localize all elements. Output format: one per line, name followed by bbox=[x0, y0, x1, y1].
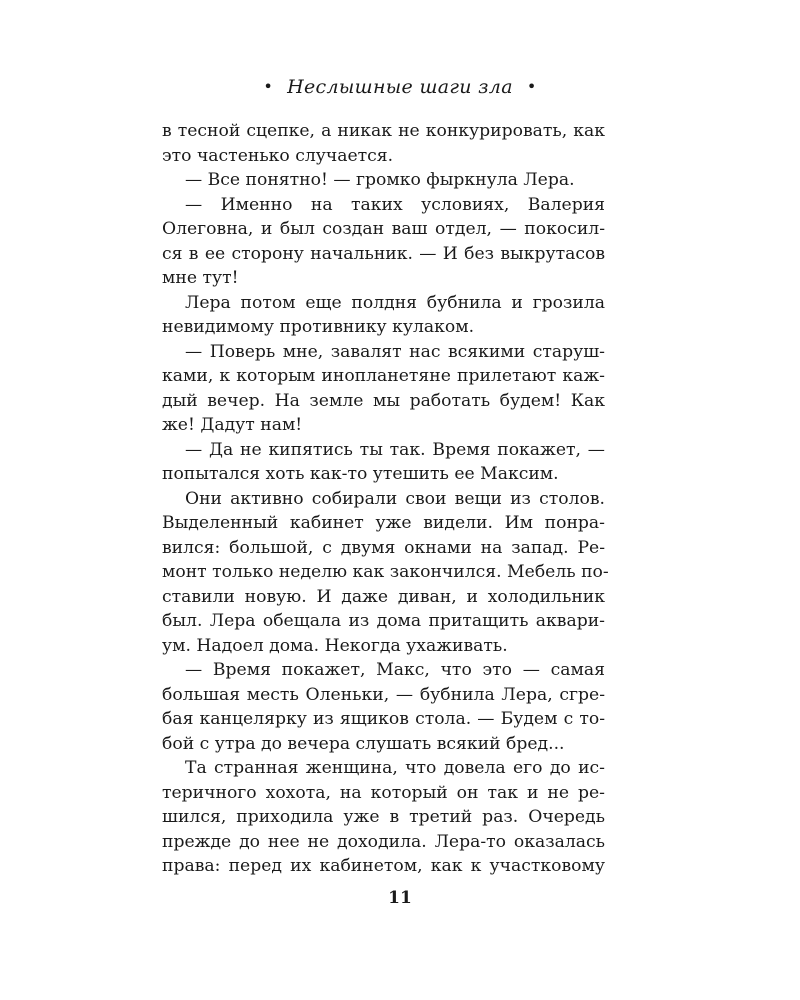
text-line: шился, приходила уже в третий раз. Очередь bbox=[162, 807, 605, 827]
text-line: дый вечер. На земле мы работать будем! Как bbox=[162, 390, 605, 411]
text-line: — Все понятно! — громко фыркнула Лера. bbox=[185, 170, 575, 190]
text-line: монт только неделю как закончился. Мебель по- bbox=[162, 562, 609, 582]
text-line: большая месть Оленьки, — бубнила Лера, сгре- bbox=[162, 684, 605, 705]
text-line: был. Лера обещала из дома притащить аквари- bbox=[162, 611, 605, 631]
text-line: Они активно собирали свои вещи из столов. bbox=[185, 488, 605, 509]
text-line: мне тут! bbox=[162, 268, 239, 288]
text-line: попытался хоть как-то утешить ее Максим. bbox=[162, 464, 559, 484]
text-line: ками, к которым инопланетяне прилетают каж- bbox=[162, 366, 605, 386]
running-header bbox=[0, 76, 800, 98]
text-line: бой с утра до вечера слушать всякий бред... bbox=[162, 733, 565, 754]
header-bullet-right: • bbox=[526, 77, 537, 96]
text-line: Выделенный кабинет уже видели. Им понра- bbox=[162, 513, 605, 533]
text-line: теричного хохота, на который он так и не ре- bbox=[162, 782, 605, 803]
text-line: — Да не кипятись ты так. Время покажет, — bbox=[185, 439, 605, 460]
text-line: Олеговна, и был создан ваш отдел, — покосил- bbox=[162, 219, 605, 239]
text-line: ся в ее сторону начальник. — И без выкрутасов bbox=[162, 243, 605, 264]
header-bullet-left: • bbox=[263, 77, 274, 96]
text-line: в тесной сцепке, а никак не конкурировать, как bbox=[162, 121, 605, 141]
body-text bbox=[162, 119, 609, 879]
text-line: бая канцелярку из ящиков стола. — Будем с то- bbox=[162, 709, 605, 729]
text-line: невидимому противнику кулаком. bbox=[162, 317, 475, 337]
text-line: это частенько случается. bbox=[162, 145, 394, 166]
text-line: ставили новую. И даже диван, и холодильник bbox=[162, 586, 605, 607]
page-number: 11 bbox=[388, 888, 412, 908]
text-line: Лера потом еще полдня бубнила и грозила bbox=[185, 292, 605, 313]
text-line: же! Дадут нам! bbox=[162, 415, 303, 435]
text-line: ум. Надоел дома. Некогда ухаживать. bbox=[162, 635, 508, 656]
text-line: — Поверь мне, завалят нас всякими старуш- bbox=[185, 341, 605, 362]
text-line: — Именно на таких условиях, Валерия bbox=[185, 194, 605, 215]
text-line: — Время покажет, Макс, что это — самая bbox=[185, 660, 605, 680]
text-line: прежде до нее не доходила. Лера-то оказалась bbox=[162, 831, 605, 852]
book-title: Неслышные шаги зла bbox=[287, 76, 513, 98]
text-line: права: перед их кабинетом, как к участковому bbox=[162, 856, 605, 876]
text-line: вился: большой, с двумя окнами на запад. Ре- bbox=[162, 537, 605, 558]
text-line: Та странная женщина, что довела его до ис- bbox=[185, 758, 605, 778]
